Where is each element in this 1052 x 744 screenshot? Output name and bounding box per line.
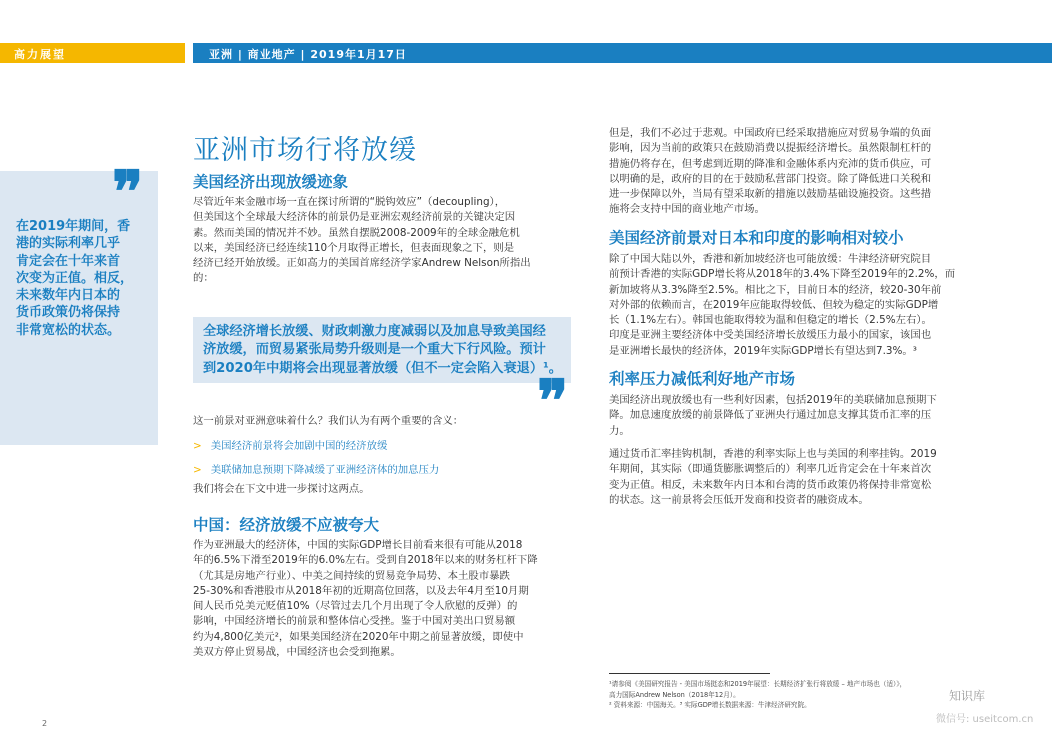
page-title: 亚洲市场行将放缓: [193, 135, 417, 166]
sidebar-quote-line: 货币政策仍将保持: [16, 305, 121, 321]
sidebar-quote-line: 未来数年内日本的: [16, 288, 121, 304]
sidebar-quote-line: 肯定会在十年来首: [16, 253, 121, 269]
text-line: 这一前景对亚洲意味着什么？我们认为有两个重要的含义：: [193, 415, 464, 427]
outro-text: [193, 482, 370, 497]
text-line: 间人民币兑美元贬值10%（尽管过去几个月出现了令人欣慰的反弹）的: [193, 600, 518, 613]
text-line: 的状态。这一前景将会压低开发商和投资者的融资成本。: [609, 493, 869, 506]
pull-quote-line: 全球经济增长放缓、财政刺激力度减弱以及加息导致美国经: [203, 324, 546, 339]
paragraph-rate-1: [609, 393, 937, 439]
heading-us-slowdown: 美国经济出现放缓迹象: [193, 173, 349, 191]
paragraph-us: [193, 195, 531, 287]
header-section-bar: [193, 43, 1052, 63]
text-line: 年的6.5%下滑至2019年的6.0%左右。受到自2018年以来的财务杠杆下降: [193, 554, 538, 567]
quote-mark-icon: ❞: [537, 367, 569, 435]
text-line: 年期间，其实际（即通货膨胀调整后的）利率几近肯定会在十年来首次: [609, 463, 932, 476]
text-line: 施将会支持中国的商业地产市场。: [609, 203, 765, 216]
text-line: 作为亚洲最大的经济体，中国的实际GDP增长目前看来很有可能从2018: [193, 539, 523, 551]
watermark: 知识库: [949, 689, 986, 703]
text-line: 经济已经开始放缓。正如高力的美国首席经济学家Andrew Nelson所指出: [193, 257, 531, 270]
heading-rate-pressure: 利率压力减低利好地产市场: [609, 370, 796, 388]
text-line: 是亚洲增长最快的经济体，2019年实际GDP增长有望达到7.3%。³: [609, 344, 917, 357]
text-line: 25-30%和香港股市从2018年初的近期高位回落，以及去年4月至10月期: [193, 584, 529, 597]
text-line: 影响，因为当前的政策只在鼓励消费以提振经济增长。虽然限制杠杆的: [609, 142, 932, 155]
footnote-line: 高力国际Andrew Nelson（2018年12月）。: [609, 690, 740, 699]
text-line: 以明确的是，政府的目的在于鼓励私营部门投资。除了降低进口关税和: [609, 172, 932, 185]
header-section: 亚洲 | 商业地产 | 2019年1月17日: [209, 48, 407, 61]
text-line: 长（1.1%左右）。韩国也能取得较为温和但稳定的增长（2.5%左右）。: [609, 314, 932, 327]
text-line: 约为4,800亿美元²，如果美国经济在2020年中期之前显著放缓，即使中: [193, 630, 524, 643]
header-brand-bar: [0, 43, 185, 63]
text-line: 但是，我们不必过于悲观。中国政府已经采取措施应对贸易争端的负面: [609, 127, 932, 139]
watermark-sub: 微信号: useitcom.cn: [936, 714, 1034, 725]
sidebar-quote-text: [16, 218, 144, 339]
heading-china: 中国：经济放缓不应被夸大: [193, 516, 380, 534]
paragraph-japan-india: [609, 252, 955, 359]
sidebar-quote-line: 次变为正值。相反，: [16, 270, 134, 286]
text-line: 我们将会在下文中进一步探讨这两点。: [193, 483, 370, 495]
pull-quote-text: [203, 323, 567, 378]
intro-text: [193, 414, 463, 429]
text-line: 印度是亚洲主要经济体中受美国经济增长放缓压力最小的国家，该国也: [609, 329, 932, 342]
arrow-icon: >: [193, 464, 202, 476]
text-line: 影响，中国经济增长的前景和整体信心受挫。鉴于中国对美出口贸易额: [193, 615, 516, 628]
paragraph-rate-2: [609, 447, 937, 508]
text-line: 以来，美国经济已经连续110个月取得正增长，但表面现象之下，则是: [193, 241, 515, 254]
text-line: 对外部的依赖而言，在2019年应能取得较低、但较为稳定的实际GDP增: [609, 298, 939, 311]
page-number: 2: [42, 719, 48, 728]
text-line: 素。然而美国的情况并不妙。虽然自摆脱2008-2009年的全球金融危机: [193, 226, 520, 239]
quote-mark-icon: ❞: [112, 158, 144, 226]
text-line: 新加坡将从3.3%降至2.5%。相比之下，目前日本的经济，较20-30年前: [609, 283, 942, 296]
footnote-line: ² 资料来源：中国海关。³ 实际GDP增长数据来源：牛津经济研究院。: [609, 701, 811, 709]
bullet-text: 美联储加息预期下降减缓了亚洲经济体的加息压力: [210, 464, 440, 476]
text-line: 前预计香港的实际GDP增长将从2018年的3.4%下降至2019年的2.2%，而: [609, 268, 956, 281]
bullet-item: [193, 461, 439, 476]
text-line: 通过货币汇率挂钩机制，香港的利率实际上也与美国的利率挂钩。2019: [609, 448, 937, 460]
heading-japan-india: 美国经济前景对日本和印度的影响相对较小: [609, 229, 904, 247]
bullet-item: [193, 437, 387, 452]
text-line: 变为正值。相反，未来数年内日本和台湾的货币政策仍将保持非常宽松: [609, 478, 932, 491]
text-line: 美双方停止贸易战，中国经济也会受到拖累。: [193, 646, 401, 659]
text-line: 措施仍将存在，但考虑到近期的降准和金融体系内充沛的货币供应，可: [609, 157, 932, 170]
arrow-icon: >: [193, 440, 202, 452]
sidebar-quote-line: 港的实际利率几乎: [16, 236, 121, 252]
text-line: 力。: [609, 424, 630, 437]
paragraph-china-policy: [609, 126, 931, 218]
text-line: 降。加息速度放缓的前景降低了亚洲央行通过加息支撑其货币汇率的压: [609, 409, 932, 422]
text-line: （尤其是房地产行业）、中美之间持续的贸易竞争局势、本土股市暴跌: [193, 569, 510, 582]
text-line: 除了中国大陆以外，香港和新加坡经济也可能放缓：牛津经济研究院目: [609, 253, 932, 265]
text-line: 美国经济出现放缓也有一些利好因素，包括2019年的美联储加息预期下: [609, 394, 937, 406]
paragraph-china: [193, 538, 538, 660]
sidebar-quote-line: 在2019年期间，香: [16, 219, 131, 234]
pull-quote-line: 到2020年中期将会出现显著放缓（但不一定会陷入衰退）¹。: [203, 360, 562, 376]
text-line: 尽管近年来金融市场一直在探讨所谓的“脱钩效应”（decoupling），: [193, 196, 506, 208]
footnote-divider: [609, 673, 770, 674]
pull-quote-line: 济放缓，而贸易紧张局势升级则是一个重大下行风险。预计: [203, 342, 546, 358]
footnote-line: ¹请参阅《美国研究报告 - 美国市场挺态和2019年展望：长期经济扩张行将放缓 – 地产市场也（适）》，: [609, 680, 907, 688]
text-line: 的：: [193, 272, 214, 285]
sidebar-quote-line: 非常宽松的状态。: [16, 322, 121, 338]
text-line: 但美国这个全球最大经济体的前景仍是亚洲宏观经济前景的关键决定因: [193, 211, 516, 224]
header-brand: 高力展望: [14, 48, 66, 61]
bullet-text: 美国经济前景将会加剧中国的经济放缓: [210, 440, 388, 452]
text-line: 进一步保障以外，当局有望采取新的措施以鼓励基础设施投资。这些措: [609, 188, 932, 201]
